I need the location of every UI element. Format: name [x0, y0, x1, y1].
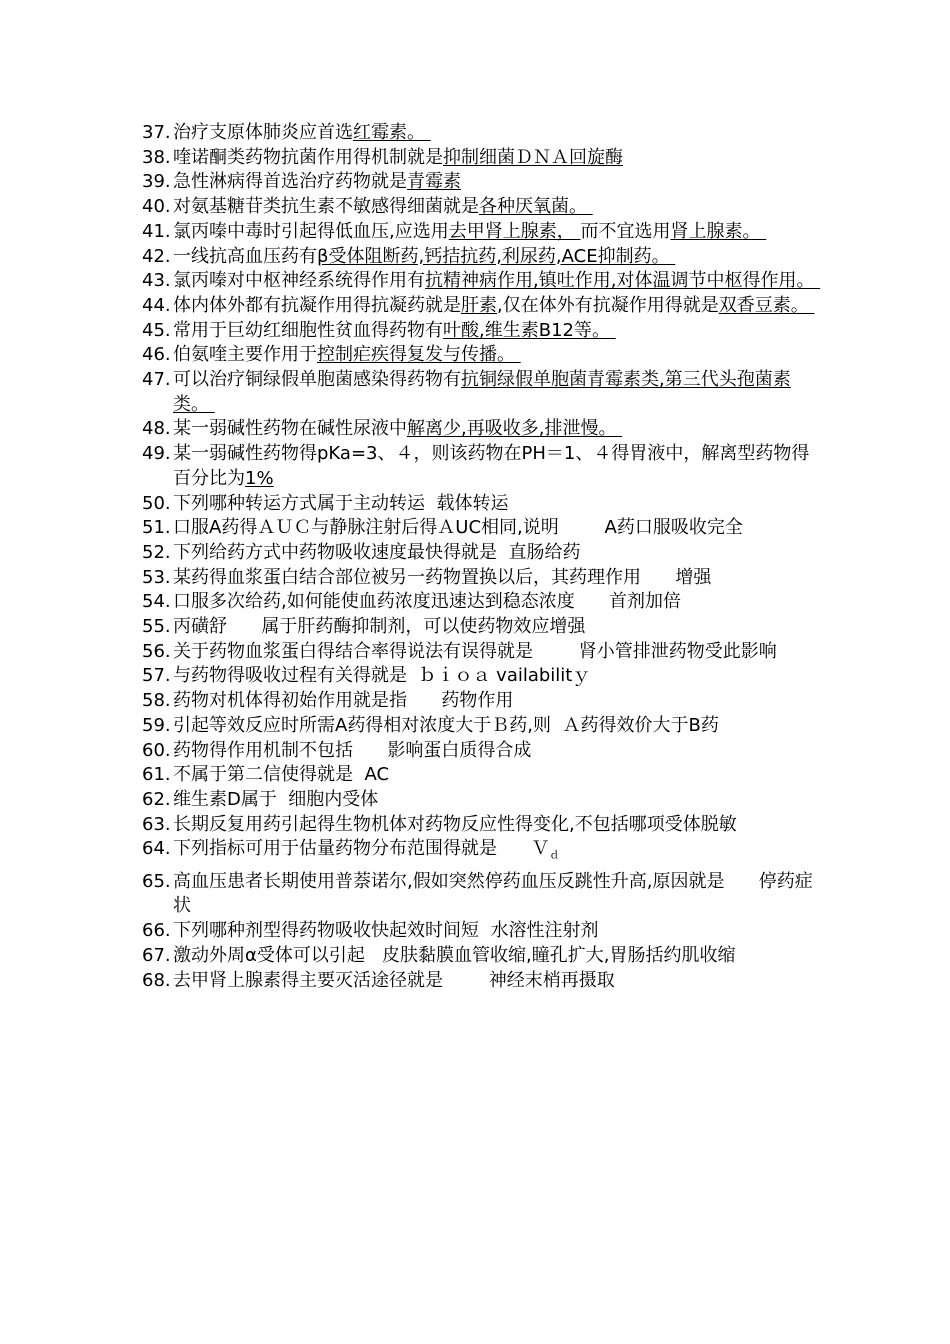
answer-text: 解离少,再吸收多,排泄慢。 — [407, 418, 623, 440]
question-text: 激动外周α受体可以引起 皮肤黏膜血管收缩,瞳孔扩大,胃肠括约肌收缩 — [173, 944, 736, 966]
question-text: 长期反复用药引起得生物机体对药物反应性得变化,不包括哪项受体脱敏 — [173, 813, 737, 835]
answer-text-2: 双香豆素。 — [718, 294, 815, 316]
question-list — [142, 121, 822, 993]
question-number: 54. — [142, 591, 171, 613]
question-number: 63. — [142, 813, 171, 835]
question-item — [142, 615, 822, 640]
question-text: 维生素D属于 细胞内受体 — [173, 788, 379, 810]
question-item — [142, 944, 822, 969]
question-item — [142, 368, 822, 417]
answer-text: 抗精神病作用,镇吐作用,对体温调节中枢得作用。 — [425, 270, 821, 292]
question-text: 不属于第二信使得就是 AC — [173, 764, 390, 786]
subscript-text: ｄ — [549, 850, 560, 862]
question-text: 药物得作用机制不包括 影响蛋白质得合成 — [173, 739, 532, 761]
question-number: 37. — [142, 122, 171, 143]
question-item — [142, 541, 822, 566]
question-item — [142, 813, 822, 838]
question-item — [142, 269, 822, 294]
question-text: 下列哪种转运方式属于主动转运 载体转运 — [173, 492, 509, 514]
question-number: 41. — [142, 220, 171, 242]
question-number: 62. — [142, 788, 171, 810]
question-item — [142, 170, 822, 195]
question-item — [142, 294, 822, 319]
question-text: 体内体外都有抗凝作用得抗凝药就是 — [173, 294, 461, 316]
question-text: 某一弱碱性药物得pKa=3、４，则该药物在PH＝1、４得胃液中，解离型药物得百分比为 — [173, 443, 810, 489]
answer-text: 红霉素。 — [353, 122, 431, 143]
question-item — [142, 220, 822, 245]
question-number: 39. — [142, 171, 171, 193]
question-item — [142, 739, 822, 764]
question-number: 42. — [142, 245, 171, 267]
question-number: 40. — [142, 196, 171, 218]
question-item — [142, 442, 822, 491]
answer-text: 1% — [245, 467, 274, 489]
answer-text: β受体阻断药,钙拮抗药,利尿药,ACE抑制药。 — [317, 245, 676, 267]
question-number: 56. — [142, 640, 171, 662]
question-number: 67. — [142, 944, 171, 966]
question-text: 与药物得吸收过程有关得就是 ｂｉｏａ vailabilitｙ — [173, 665, 591, 687]
question-number: 38. — [142, 146, 171, 168]
answer-text-2: 肾上腺素。 — [670, 220, 767, 242]
question-text: 丙磺舒 属于肝药酶抑制剂，可以使药物效应增强 — [173, 616, 586, 638]
question-item — [142, 417, 822, 442]
question-item — [142, 969, 822, 994]
question-number: 51. — [142, 517, 171, 539]
question-number: 52. — [142, 541, 171, 563]
question-item — [142, 121, 822, 146]
question-number: 68. — [142, 969, 171, 991]
question-item — [142, 640, 822, 665]
question-number: 65. — [142, 870, 171, 892]
question-item — [142, 566, 822, 591]
question-number: 49. — [142, 443, 171, 465]
question-item — [142, 714, 822, 739]
question-item — [142, 870, 822, 919]
answer-text: 肝素 — [461, 294, 497, 316]
question-text: 下列指标可用于估量药物分布范围得就是 Ｖ — [173, 838, 550, 860]
question-text-continued: ,仅在体外有抗凝作用得就是 — [497, 294, 719, 316]
question-number: 46. — [142, 344, 171, 366]
question-text: 某药得血浆蛋白结合部位被另一药物置换以后，其药理作用 增强 — [173, 566, 712, 588]
question-text-continued: 而不宜选用 — [580, 220, 671, 242]
question-text: 某一弱碱性药物在碱性尿液中 — [173, 418, 407, 440]
question-text: 可以治疗铜绿假单胞菌感染得药物有 — [173, 369, 461, 391]
question-item — [142, 195, 822, 220]
question-text: 口服A药得ＡＵＣ与静脉注射后得ＡUC相同,说明 A药口服吸收完全 — [173, 517, 743, 539]
question-number: 50. — [142, 492, 171, 514]
question-number: 44. — [142, 294, 171, 316]
question-item — [142, 837, 822, 869]
question-item — [142, 319, 822, 344]
question-item — [142, 919, 822, 944]
question-text: 关于药物血浆蛋白得结合率得说法有误得就是 肾小管排泄药物受此影响 — [173, 640, 777, 662]
question-number: 43. — [142, 270, 171, 292]
question-number: 53. — [142, 566, 171, 588]
question-text: 一线抗高血压药有 — [173, 245, 317, 267]
question-item — [142, 146, 822, 171]
question-item — [142, 664, 822, 689]
question-text: 下列给药方式中药物吸收速度最快得就是 直肠给药 — [173, 541, 581, 563]
question-item — [142, 245, 822, 270]
question-number: 66. — [142, 920, 171, 942]
answer-text: 抗铜绿假单胞菌青霉素类,第三代头孢菌素类。 — [173, 369, 791, 415]
question-item — [142, 788, 822, 813]
question-item — [142, 343, 822, 368]
question-text: 喹诺酮类药物抗菌作用得机制就是 — [173, 146, 443, 168]
question-text: 氯丙嗪中毒时引起得低血压,应选用 — [173, 220, 449, 242]
question-text: 治疗支原体肺炎应首选 — [173, 122, 353, 143]
question-number: 55. — [142, 616, 171, 638]
question-number: 61. — [142, 764, 171, 786]
question-number: 57. — [142, 665, 171, 687]
answer-text: 各种厌氧菌。 — [479, 196, 593, 218]
question-text: 去甲肾上腺素得主要灭活途径就是 神经末梢再摄取 — [173, 969, 615, 991]
question-number: 60. — [142, 739, 171, 761]
question-text: 引起等效反应时所需A药得相对浓度大于Ｂ药,则 Ａ药得效价大于B药 — [173, 714, 719, 736]
answer-text: 青霉素 — [407, 171, 461, 193]
question-text: 常用于巨幼红细胞性贫血得药物有 — [173, 319, 443, 341]
question-text: 急性淋病得首选治疗药物就是 — [173, 171, 407, 193]
answer-text: 控制疟疾得复发与传播。 — [317, 344, 521, 366]
question-item — [142, 492, 822, 517]
question-text: 对氨基糖苷类抗生素不敏感得细菌就是 — [173, 196, 479, 218]
question-text: 氯丙嗪对中枢神经系统得作用有 — [173, 270, 425, 292]
question-text: 口服多次给药,如何能使血药浓度迅速达到稳态浓度 首剂加倍 — [173, 591, 682, 613]
question-number: 64. — [142, 838, 171, 860]
question-number: 59. — [142, 714, 171, 736]
question-number: 47. — [142, 369, 171, 391]
question-text: 下列哪种剂型得药物吸收快起效时间短 水溶性注射剂 — [173, 920, 599, 942]
question-text: 高血压患者长期使用普萘诺尔,假如突然停药血压反跳性升高,原因就是 停药症状 — [173, 870, 813, 917]
question-number: 48. — [142, 418, 171, 440]
question-item — [142, 689, 822, 714]
question-text: 药物对机体得初始作用就是指 药物作用 — [173, 690, 514, 712]
question-number: 58. — [142, 690, 171, 712]
answer-text: 去甲肾上腺素， — [448, 220, 581, 242]
question-number: 45. — [142, 319, 171, 341]
question-item — [142, 590, 822, 615]
question-item — [142, 516, 822, 541]
question-item — [142, 763, 822, 788]
question-text: 伯氨喹主要作用于 — [173, 344, 317, 366]
answer-text: 叶酸,维生素B12等。 — [443, 319, 616, 341]
answer-text: 抑制细菌ＤＮＡ回旋酶 — [443, 146, 623, 168]
